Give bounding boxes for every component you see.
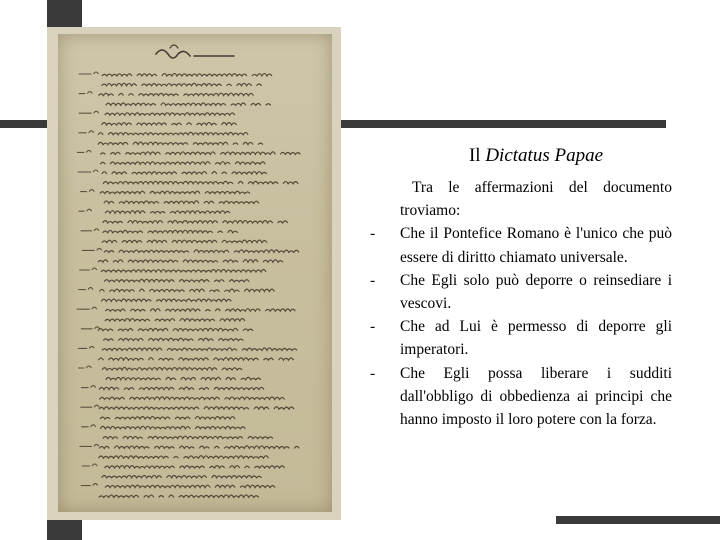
list-item [370, 362, 672, 432]
list-item [370, 269, 672, 315]
slide-body [370, 176, 672, 431]
list-item [370, 222, 672, 268]
list-item [370, 315, 672, 361]
top-left-rule [0, 120, 48, 128]
slide-title [400, 145, 672, 167]
intro-text: Tra le affermazioni del documento troviamo: [400, 179, 672, 220]
top-right-rule [336, 120, 666, 128]
bottom-right-rule [556, 516, 720, 524]
list-item-text: Che Egli solo può deporre o reinsediare i vescovi. [400, 271, 672, 313]
bullet-dash: - [370, 318, 376, 336]
manuscript-image [58, 34, 332, 512]
bullet-dash: - [370, 364, 376, 382]
list-item-text: Che il Pontefice Romano è l'unico che può essere di diritto chiamato universale. [400, 225, 672, 266]
manuscript-page-icon [58, 34, 332, 512]
list-item-text: Che ad Lui è permesso di deporre gli imperatori. [400, 318, 672, 359]
title-prefix: Il [468, 145, 486, 166]
bullet-dash: - [370, 271, 376, 289]
list-item-text: Che Egli possa liberare i sudditi dall'obbligo di obbedienza ai principi che hanno imposto il loro potere con la forza. [400, 364, 672, 429]
bullet-dash: - [370, 225, 376, 243]
title-italic: Dictatus Papae [485, 145, 604, 166]
